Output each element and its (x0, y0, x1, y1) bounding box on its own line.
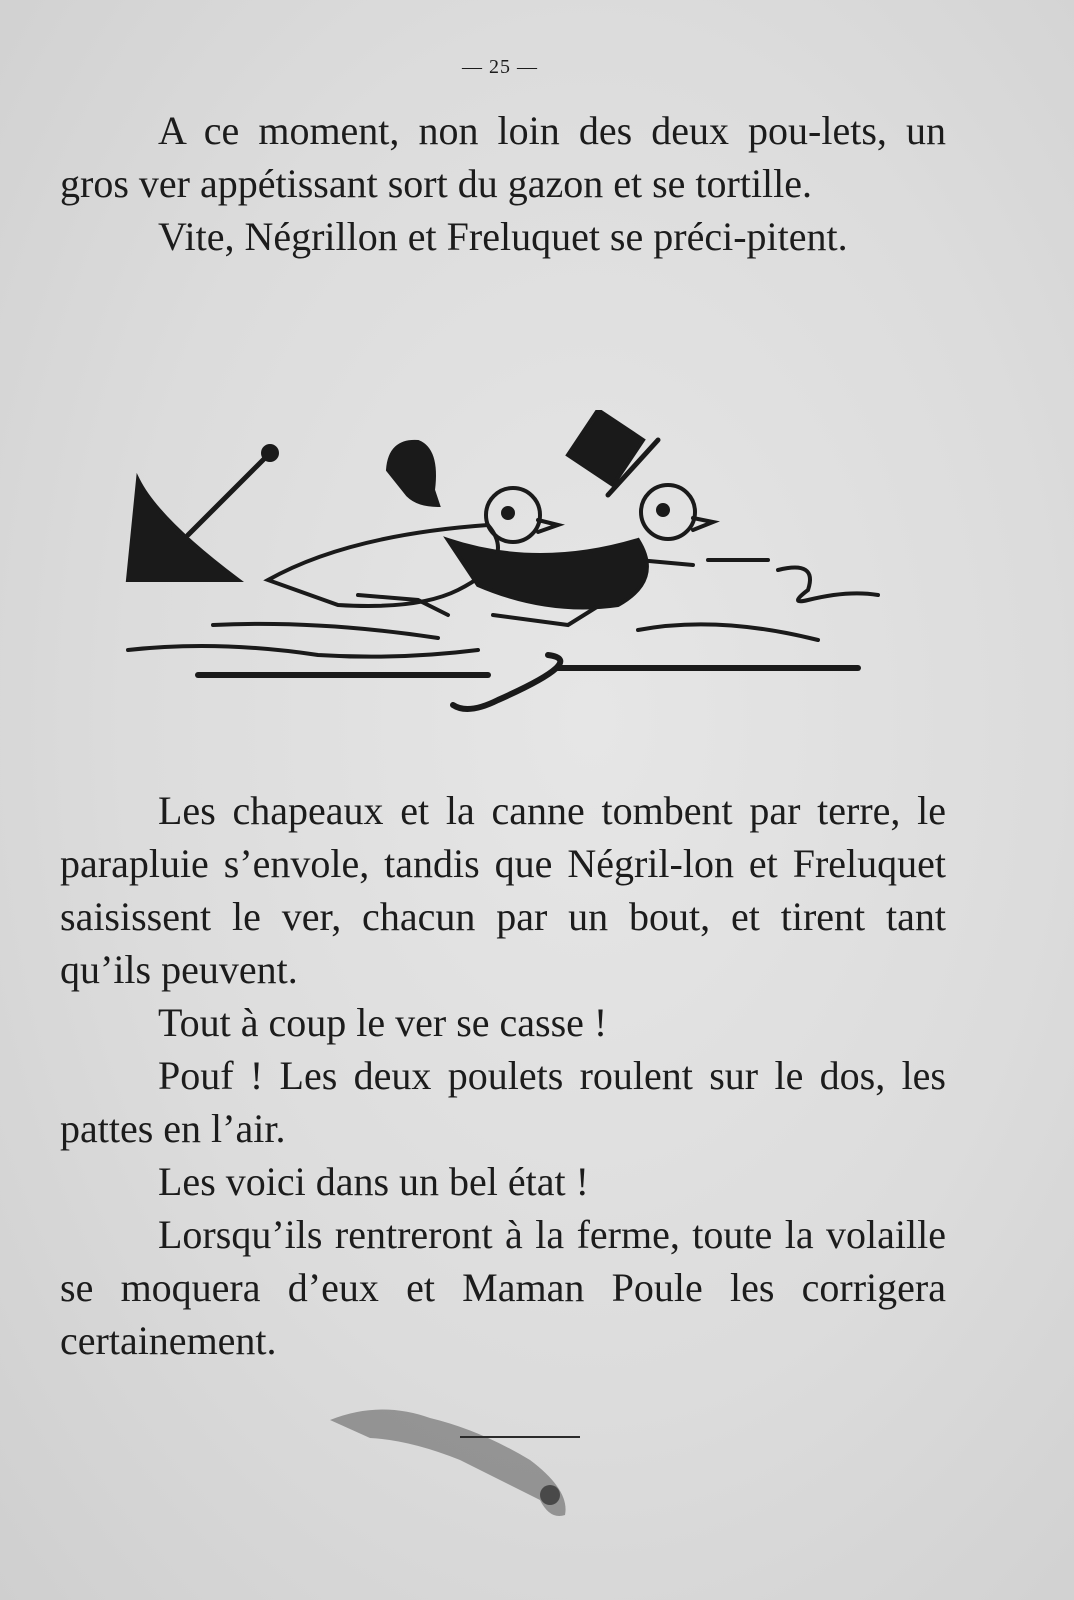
worm-icon (778, 568, 878, 602)
top-hat-icon (568, 410, 643, 485)
paragraph: Vite, Négrillon et Freluquet se préci-pitent. (158, 214, 848, 259)
cane-icon (453, 655, 560, 709)
paragraph: Lorsqu’ils rentreront à la ferme, toute la volaille se moquera d’eux et Maman Poule les corrigera certainement. (60, 1212, 946, 1363)
paragraph: Tout à coup le ver se casse ! (158, 1000, 608, 1045)
bowler-hat-icon (388, 442, 438, 505)
ink-stain-decoration (320, 1400, 640, 1600)
paragraph: Les voici dans un bel état ! (158, 1159, 589, 1204)
section-divider (460, 1436, 580, 1438)
text-block-top (60, 104, 946, 263)
paragraph: Pouf ! Les deux poulets roulent sur le dos, les pattes en l’air. (60, 1053, 946, 1151)
paragraph: Les chapeaux et la canne tombent par terre, le parapluie s’envole, tandis que Négril-lon et Freluquet saisissent le ver, chacun par un bout, et tirent tant qu’ils peuvent. (60, 788, 946, 992)
page-number: — 25 — (462, 56, 538, 78)
paragraph: A ce moment, non loin des deux pou-lets, un gros ver appétissant sort du gazon et se tortille. (60, 108, 946, 206)
text-block-bottom (60, 784, 946, 1367)
umbrella-icon (128, 480, 238, 580)
chickens-chasing-worm-illustration (118, 410, 898, 740)
